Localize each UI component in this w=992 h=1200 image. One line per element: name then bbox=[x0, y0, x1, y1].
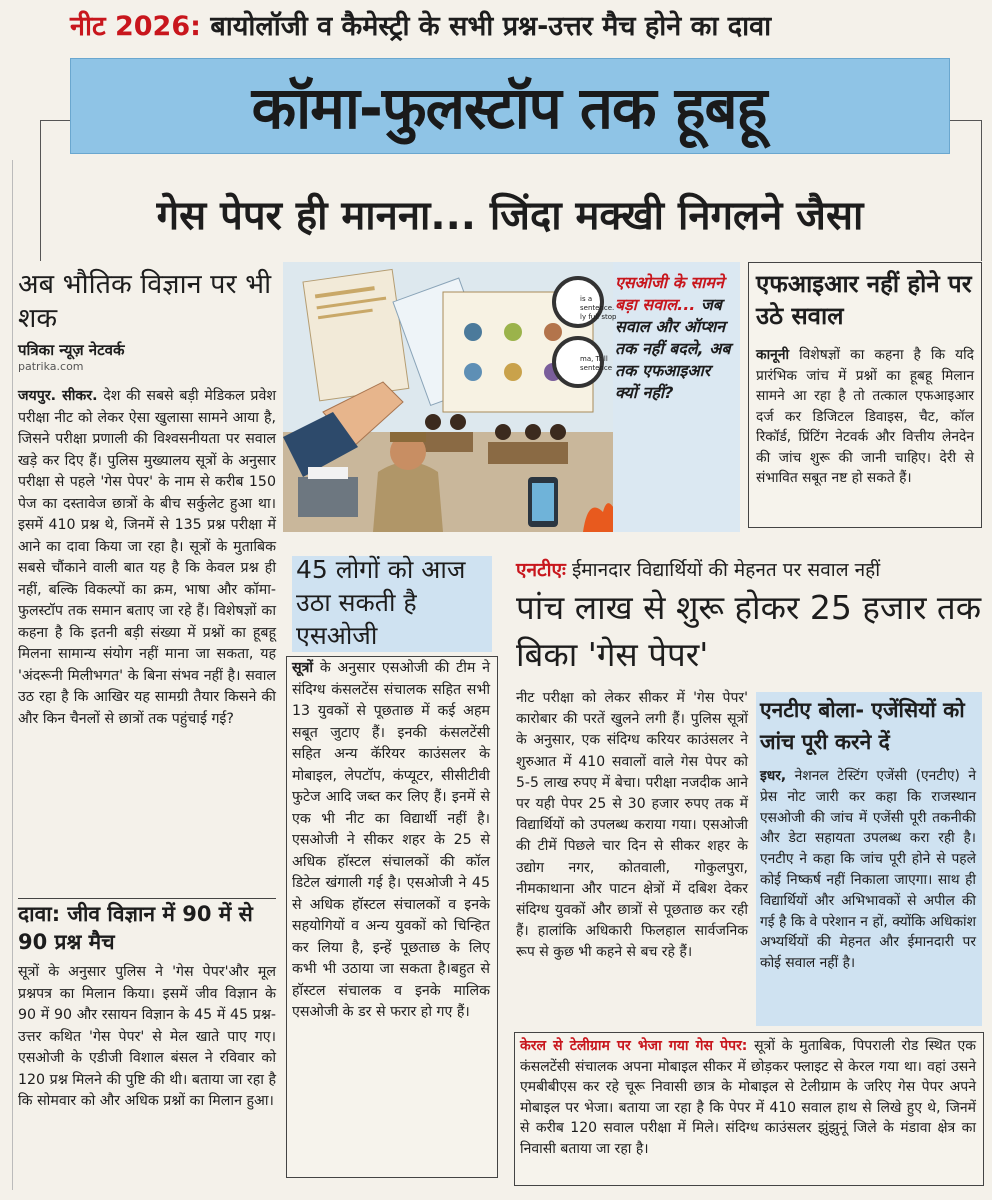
kicker-text: बायोलॉजी व कैमेस्ट्री के सभी प्रश्न-उत्तर मैच होने का दावा bbox=[210, 11, 772, 42]
left-body bbox=[18, 386, 276, 730]
nta-kicker bbox=[516, 556, 984, 582]
site-name: patrika.com bbox=[18, 360, 84, 373]
divider bbox=[18, 898, 276, 899]
fir-heading: एफआइआर नहीं होने पर उठे सवाल bbox=[756, 270, 972, 330]
telegram-lead: केरल से टेलीग्राम पर भेजा गया गेस पेपर: bbox=[520, 1038, 748, 1054]
telegram-body bbox=[520, 1036, 976, 1159]
dateline: जयपुर. सीकर. bbox=[18, 388, 98, 404]
magnifier-text-2: ma, Tr ll sentence bbox=[580, 355, 613, 372]
nta-kicker-text: ईमानदार विद्यार्थियों की मेहनत पर सवाल नहीं bbox=[571, 559, 881, 581]
claim-heading: दावा: जीव विज्ञान में 90 में से 90 प्रश्न मैच bbox=[18, 902, 253, 954]
fir-body-text: विशेषज्ञों का कहना है कि यदि प्रारंभिक जांच में प्रश्नों का हूबहू मिलान सामने आ रहा है तो तत्काल एफआइआर दर्ज कर डिजिटल डिवाइस, चैट, कॉल रिकॉर्ड, प्रिंटिंग नेटवर्क और वित्तीय लेनदेन की जांच शुरू की जानी चाहिए। देरी से संभावित सबूत नष्ट हो सकते हैं। bbox=[756, 347, 975, 486]
left-column bbox=[18, 268, 276, 373]
illustration-caption bbox=[615, 272, 735, 404]
magnifier-text-1: is a sentence. ly full stop bbox=[580, 295, 617, 321]
telegram-text: सूत्रों के मुताबिक, पिपराली रोड स्थित एक कंसलटेंसी संचालक अपना मोबाइल सीकर में छोड़कर फ्लाइट से केरल गया था। वहां उसने एमबीबीएस कर रहे चूरू निवासी छात्र के मोबाइल से टेलीग्राम के जरिए गेस पेपर अपने मोबाइल पर भेजा। बताया जा रहा है कि पेपर में 410 सवाल हाथ से लिखे हुए थे, जिनमें से करीब 120 सवाल परीक्षा में मिले। संदिग्ध काउंसलर झुंझुनूं जिले के मंडावा क्षेत्र का निवासी बताया जा रहा है। bbox=[520, 1038, 977, 1157]
left-body-text: देश की सबसे बड़ी मेडिकल प्रवेश परीक्षा नीट को लेकर ऐसा खुलासा सामने आया है, जिसने परीक्षा प्रणाली की विश्वसनीयता पर सवाल खड़े कर दिए हैं। पुलिस मुख्यालय सूत्रों के अनुसार परीक्षा से पहले 'गेस पेपर' के नाम से करीब 150 पेज का दस्तावेज छात्रों के बीच सर्कुलेट हुआ था। इसमें 410 प्रश्न थे, जिनमें से 135 प्रश्न परीक्षा में आने का दावा किया जा रहा है। सूत्रों के मुताबिक सबसे चौंकाने वाली बात यह है कि केवल प्रश्न ही नहीं, बल्कि विकल्पों का क्रम, भाषा और कॉमा-फुलस्टॉप तक समान बताए जा रहे हैं। विशेषज्ञों का कहना है कि इतनी बड़ी संख्या में प्रश्नों का हूबहू मिलना सामान्य संयोग नहीं माना जा सकता, यह 'अंदरूनी मिलीभगत' के बिना संभव नहीं है। सवाल उठ रहा है कि आखिर यह सामग्री तैयार किसने की और किन चैनलों से छात्रों तक पहुंचाई गई? bbox=[18, 388, 276, 727]
nta-body: नीट परीक्षा को लेकर सीकर में 'गेस पेपर' कारोबार की परतें खुलने लगी हैं। पुलिस सूत्रों के अनुसार, एक संदिग्ध करियर काउंसलर ने शुरुआत में 410 सवालों वाले गेस पेपर को 5-5 लाख रुपए में बेचा। परीक्षा नजदीक आने पर यही पेपर 25 से 30 हजार रुपए तक में विद्यार्थियों को उपलब्ध कराया गया। एसओजी की टीमें पिछले चार दिन से सीकर शहर के उद्योग नगर, कोतवाली, गोकुलपुरा, नीमकाथाना और पाटन क्षेत्रों में दबिश देकर संदिग्ध युवकों और छात्रों से पूछताछ कर रही हैं। हालांकि अधिकारी फिलहाल सार्वजनिक रूप से कुछ भी कहने से बच रहे हैं। bbox=[516, 690, 748, 961]
fir-body bbox=[756, 345, 974, 489]
middle-body-text: के अनुसार एसओजी की टीम ने संदिग्ध कंसलटेंस संचालक सहित सभी 13 युवकों से पूछताछ में कई अहम सबूत जुटाए हैं। इनकी कंसलटेंसी सहित अन्य कॅरियर काउंसलर के मोबाइल, लेपटॉप, कंप्यूटर, सीसीटीवी फुटेज आदि जब्त कर लिए हैं। इनमें से एक भी नीट का विद्यार्थी नहीं है। एसओजी ने सीकर शहर के 25 से अधिक हॉस्टल संचालकों की कॉल डिटेल खंगाली गई है। एसओजी ने 45 से अधिक हॉस्टल संचालकों व इनके सहयोगियों व अन्य युवकों को चिन्हित कर लिया है, इन्हें पूछताछ के लिए कभी भी उठाया जा सकता है।बहुत से हॉस्टल संचालक व इनके मालिक एसओजी के डर से फरार हो गए हैं। bbox=[292, 660, 490, 1020]
nta-box-lead: इधर, bbox=[760, 768, 787, 784]
nta-headline: पांच लाख से शुरू होकर 25 हजार तक बिका 'गेस पेपर' bbox=[516, 588, 982, 674]
caption-red: एसओजी के सामने बड़ा सवाल... bbox=[615, 273, 724, 314]
byline: पत्रिका न्यूज़ नेटवर्क bbox=[18, 341, 125, 359]
kicker-line bbox=[70, 6, 771, 43]
sub-headline: गेस पेपर ही मानना... जिंदा मक्खी निगलने जैसा bbox=[156, 193, 864, 239]
margin-ruler bbox=[0, 160, 13, 1190]
nta-box-heading: एनटीए बोला- एजेंसियों को जांच पूरी करने दें bbox=[760, 698, 965, 754]
middle-body bbox=[292, 658, 490, 1024]
middle-heading: 45 लोगों को आज उठा सकती है एसओजी bbox=[296, 555, 466, 650]
fir-lead: कानूनी bbox=[756, 347, 790, 363]
claim-body: सूत्रों के अनुसार पुलिस ने 'गेस पेपर'और मूल प्रश्नपत्र का मिलान किया। इसमें जीव विज्ञान के 90 में 90 और रसायन विज्ञान के 45 में 45 प्रश्न-उत्तर कथित 'गेस पेपर' से मेल खाते पाए गए। एसओजी के एडीजी विशाल बंसल ने रविवार को 120 प्रश्न मिलने की पुष्टि की थी। बताया जा रहा है कि सोमवार को और अधिक प्रश्नों का मिलान हुआ। bbox=[18, 964, 276, 1109]
main-headline: कॉमा-फुलस्टॉप तक हूबहू bbox=[251, 74, 767, 142]
nta-box-text: नेशनल टेस्टिंग एजेंसी (एनटीए) ने प्रेस नोट जारी कर कहा कि राजस्थान एसओजी की जांच में एजेंसी पूरी तकनीकी और डेटा सहायता उपलब्ध करा रही है। एनटीए ने कहा कि जांच पूरी होने से पहले कोई निष्कर्ष नहीं निकाला जाएगा। साथ ही विद्यार्थियों और अभिभावकों से अपील की गई है कि वे परेशान न हों, क्योंकि अधिकांश अभ्यर्थियों की मेहनत और ईमानदारी पर कोई सवाल नहीं है। bbox=[760, 768, 977, 972]
middle-lead: सूत्रों bbox=[292, 660, 314, 676]
kicker-prefix: नीट 2026: bbox=[70, 11, 201, 42]
nta-kicker-red: एनटीएः bbox=[516, 559, 566, 581]
left-heading: अब भौतिक विज्ञान पर भी शक bbox=[18, 269, 272, 334]
nta-box-body bbox=[760, 766, 976, 974]
caption-rest: जब सवाल और ऑप्शन तक नहीं बदले, अब तक एफआइआर क्यों नहीं? bbox=[615, 295, 731, 402]
